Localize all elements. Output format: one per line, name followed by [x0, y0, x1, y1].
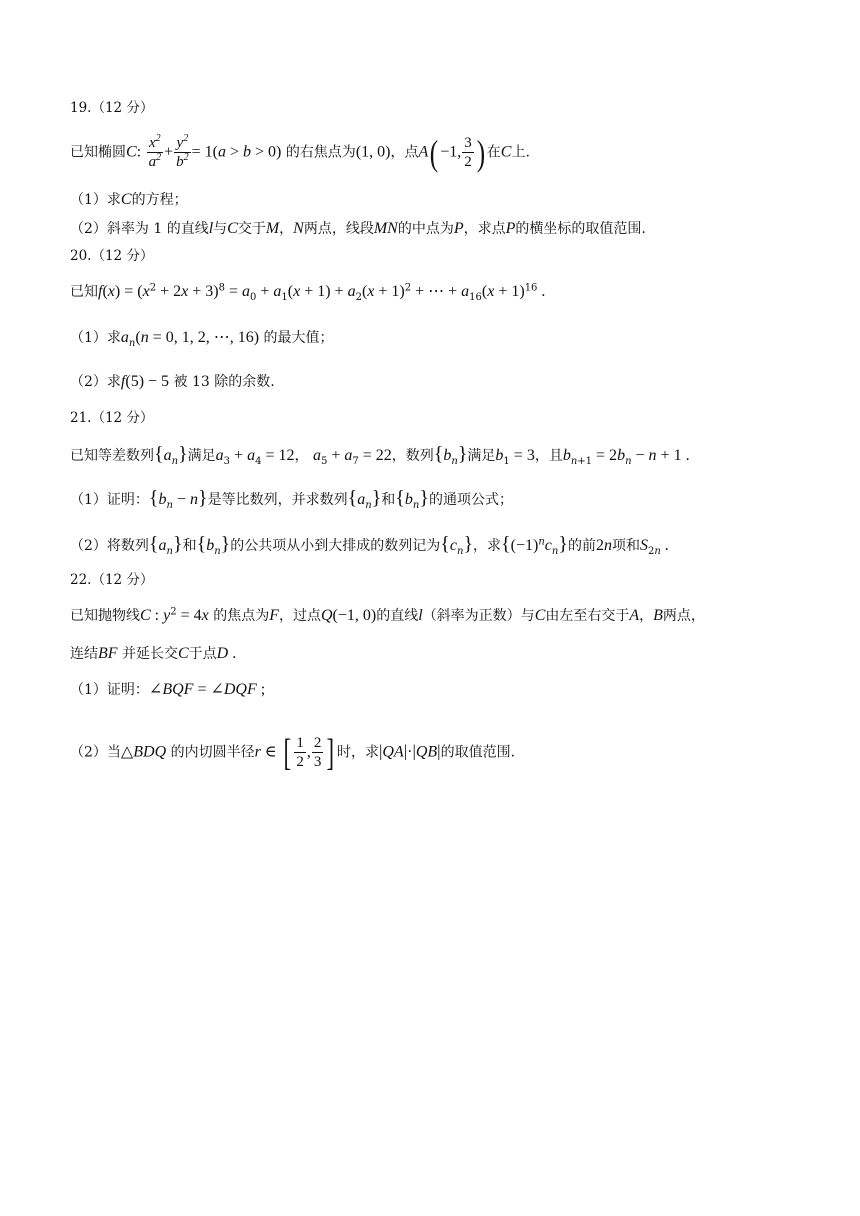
q20-heading: 20.（12 分） — [70, 248, 154, 264]
q20-part2: （2）求f(5) − 5 被 13 除的余数. — [70, 373, 275, 390]
q21-heading: 21.（12 分） — [70, 410, 154, 426]
fraction-2-3: $\frac{2}{3}$ — [313, 735, 322, 770]
q22-stem-cont: 连结BF 并延长交C于点D . — [70, 645, 237, 662]
q22-heading: 22.（12 分） — [70, 572, 154, 588]
q21-part1: （1）证明：$\{b_n - n\}$是等比数列，并求数列$\{a_n\}$和$\{b_n\}$的通项公式； — [70, 487, 513, 511]
fraction-x2-a2: $\frac{x^2}{a^2}$ — [148, 133, 162, 170]
q19-heading: 19.（12 分） — [70, 100, 154, 116]
q22-stem: 已知抛物线C : $y^2 = 4x$ 的焦点为F，过点Q(−1, 0)的直线l（斜率为正数）与C由左至右交于A，B两点， — [70, 606, 705, 624]
q22-part1: （1）证明：∠BQF = ∠DQF ; — [70, 681, 266, 698]
fraction-3-2: $\frac{3}{2}$ — [464, 135, 472, 170]
q21-part2: （2）将数列$\{a_n\}$和$\{b_n\}$的公共项从小到大排成的数列记为$\{c_n\}$，求$\{(-1)^nc_n\}$的前2n项和$S_{2n}$ . — [70, 533, 669, 557]
q20-part1: （1）求$a_n(n = 0$, 1, 2, ⋯, 16) 的最大值； — [70, 329, 334, 349]
q19-part2: （2）斜率为 1 的直线l与C交于M，N两点，线段MN的中点为P，求点P的横坐标的取值范围. — [70, 220, 646, 237]
q19-stem: 已知椭圆C: $\frac{x^2}{a^2}$ + $\frac{y^2}{b^2}$ = 1(a > b > 0) 的右焦点为(1, 0)，点A( −1, $\frac{3}{2}$ ) 在C上. — [70, 132, 530, 173]
fraction-y2-b2: $\frac{y^2}{b^2}$ — [176, 133, 189, 170]
q22-part2: （2）当△BDQ 的内切圆半径r ∈ [ $\frac{1}{2}$ , $\frac{2}{3}$ ] 时，求|QA|·|QB|的取值范围. — [70, 731, 516, 774]
fraction-1-2: $\frac{1}{2}$ — [296, 735, 304, 770]
q20-stem: 已知$f(x) = (x^2 + 2x + 3)^8 = a_0 + a_1(x + 1) + a_2(x + 1)^2$ + ⋯ + $a_{16}(x + 1)^{16}$ . — [70, 282, 546, 303]
q19-part1: （1）求C的方程； — [70, 191, 188, 208]
q21-stem: 已知等差数列$\{a_n\}$满足$a_3 + a_4 = 12$， $a_5 + a_7 = 22$，数列$\{b_n\}$满足$b_1 = 3$，且$b_{n+1} = 2b_n - n + 1$ . — [70, 443, 690, 467]
